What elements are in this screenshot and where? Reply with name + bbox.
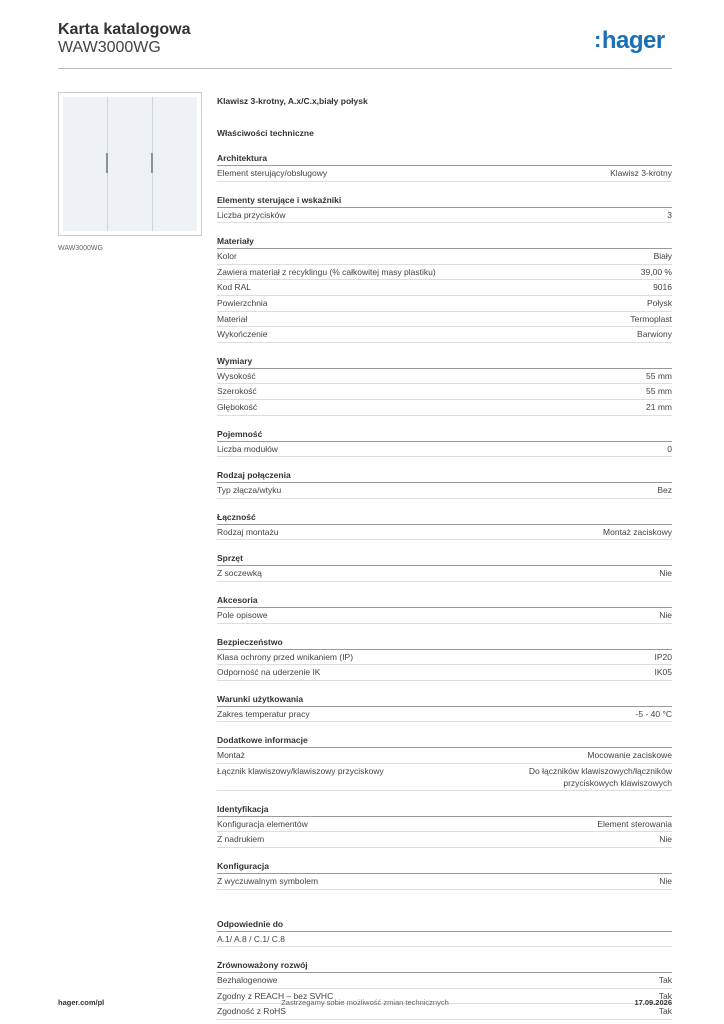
row-label: Wysokość — [217, 370, 256, 381]
spec-section — [217, 194, 672, 224]
table-row — [217, 265, 672, 281]
row-label: Głębokość — [217, 401, 258, 412]
row-value: Termoplast — [630, 313, 672, 324]
spec-section — [217, 734, 672, 791]
table-row — [217, 327, 672, 343]
hager-logo: :hager — [594, 27, 665, 54]
row-value: Montaż zaciskowy — [603, 526, 672, 537]
row-value: 21 mm — [646, 401, 672, 412]
table-row — [217, 748, 672, 764]
section-title: Łączność — [217, 511, 672, 525]
tech-properties-title: Właściwości techniczne — [217, 128, 314, 138]
row-label: Zgodny z REACH – bez SVHC — [217, 990, 334, 1001]
row-value: Bez — [657, 485, 672, 496]
row-value: Połysk — [646, 297, 672, 308]
row-value: Barwiony — [637, 329, 672, 340]
row-label: Liczba modułów — [217, 443, 278, 454]
product-title: Klawisz 3-krotny, A.x/C.x,biały połysk — [217, 96, 368, 106]
row-label: Kolor — [217, 251, 237, 262]
row-label: Klasa ochrony przed wnikaniem (IP) — [217, 651, 354, 662]
spec-section — [217, 860, 672, 890]
section-title: Identyfikacja — [217, 803, 672, 817]
spec-section — [217, 428, 672, 458]
section-title: Konfiguracja — [217, 860, 672, 874]
row-value: 0 — [667, 443, 672, 454]
row-value: 3 — [667, 209, 672, 220]
row-label: Liczba przycisków — [217, 209, 286, 220]
table-row — [217, 973, 672, 989]
section-title: Wymiary — [217, 355, 672, 369]
switch-cover-icon — [63, 97, 197, 231]
spec-section — [217, 511, 672, 541]
spec-section — [217, 152, 672, 182]
row-value: Biały — [653, 251, 672, 262]
table-row — [217, 707, 672, 723]
table-row — [217, 665, 672, 681]
spec-section — [217, 594, 672, 624]
row-value: IK05 — [654, 667, 672, 678]
sustainability-section — [217, 959, 672, 1020]
row-value: Tak — [658, 1006, 672, 1017]
table-row — [217, 296, 672, 312]
product-code: WAW3000WG — [58, 39, 161, 56]
row-label: Z wyczuwalnym symbolem — [217, 876, 319, 887]
spec-section — [217, 636, 672, 681]
spec-sections — [217, 152, 672, 890]
row-value: 55 mm — [646, 386, 672, 397]
row-value: IP20 — [654, 651, 672, 662]
row-label: Zgodność z RoHS — [217, 1006, 286, 1017]
product-image — [58, 92, 202, 236]
logo-dots-icon: : — [594, 27, 601, 52]
row-label: Szerokość — [217, 386, 257, 397]
row-value: Tak — [658, 990, 672, 1001]
table-row — [217, 832, 672, 848]
row-label: Powierzchnia — [217, 297, 268, 308]
section-title: Dodatkowe informacje — [217, 734, 672, 748]
row-value: Nie — [659, 876, 672, 887]
row-label: Bezhalogenowe — [217, 975, 278, 986]
table-row — [217, 764, 672, 791]
spec-content — [217, 94, 672, 1020]
row-label: Wykończenie — [217, 329, 268, 340]
row-label: Kod RAL — [217, 282, 252, 293]
table-row — [217, 566, 672, 582]
footer-date: 17.09.2026 — [634, 998, 672, 1007]
table-row — [217, 650, 672, 666]
row-value: Tak — [658, 975, 672, 986]
section-title: Akcesoria — [217, 594, 672, 608]
row-label: Montaż — [217, 750, 245, 761]
row-label: Z soczewką — [217, 568, 262, 579]
spec-section — [217, 803, 672, 848]
row-value: 55 mm — [646, 370, 672, 381]
row-label: Łącznik klawiszowy/klawiszowy przyciskowy — [217, 765, 384, 776]
section-title: Elementy sterujące i wskaźniki — [217, 194, 672, 208]
row-value: Nie — [659, 568, 672, 579]
row-value: 9016 — [653, 282, 672, 293]
footer-disclaimer: Zastrzegamy sobie możliwość zmian technicznych — [281, 998, 449, 1007]
section-title: Odpowiednie do — [217, 918, 672, 932]
table-row — [217, 874, 672, 890]
row-label: Konfiguracja elementów — [217, 818, 308, 829]
section-title: Bezpieczeństwo — [217, 636, 672, 650]
spec-section — [217, 355, 672, 416]
section-title: Zrównoważony rozwój — [217, 959, 672, 973]
header-divider — [58, 68, 672, 69]
row-value: Klawisz 3-krotny — [610, 168, 672, 178]
row-label: Z nadrukiem — [217, 834, 265, 845]
table-row — [217, 384, 672, 400]
table-row — [217, 369, 672, 385]
spec-section — [217, 235, 672, 343]
table-row — [217, 312, 672, 328]
table-row — [217, 525, 672, 541]
table-row — [217, 442, 672, 458]
row-label: Element sterujący/obsługowy — [217, 168, 328, 178]
section-title: Sprzęt — [217, 552, 672, 566]
table-row — [217, 483, 672, 499]
footer-link[interactable]: hager.com/pl — [58, 998, 105, 1007]
row-value: 39,00 % — [640, 266, 672, 277]
table-row — [217, 280, 672, 296]
section-title: Architektura — [217, 152, 672, 166]
row-value: Element sterowania — [597, 818, 672, 829]
page-title: Karta katalogowa — [58, 21, 191, 38]
row-label: Typ złącza/wtyku — [217, 485, 282, 496]
section-title: Pojemność — [217, 428, 672, 442]
table-row — [217, 249, 672, 265]
suitable-section — [217, 918, 672, 948]
row-label: Odporność na uderzenie IK — [217, 667, 321, 678]
image-caption: WAW3000WG — [58, 245, 103, 252]
section-title: Materiały — [217, 235, 672, 249]
table-row — [217, 817, 672, 833]
section-title: Rodzaj połączenia — [217, 469, 672, 483]
row-label: Rodzaj montażu — [217, 526, 279, 537]
table-row — [217, 608, 672, 624]
row-value: -5 - 40 °C — [635, 708, 672, 719]
spec-section — [217, 693, 672, 723]
spec-section — [217, 552, 672, 582]
section-title: Warunki użytkowania — [217, 693, 672, 707]
table-row — [217, 208, 672, 224]
row-label: Zawiera materiał z recyklingu (% całkowitej masy plastiku) — [217, 266, 436, 277]
row-label: Zakres temperatur pracy — [217, 708, 310, 719]
row-value: Do łączników klawiszowych/łączników przyciskowych klawiszowych — [528, 765, 672, 788]
row-label: Pole opisowe — [217, 609, 268, 620]
row-value: Nie — [659, 609, 672, 620]
table-row: A.1/ A.8 / C.1/ C.8 — [217, 932, 672, 948]
table-row — [217, 166, 672, 182]
row-value: Mocowanie zaciskowe — [587, 750, 672, 761]
row-value: Nie — [659, 834, 672, 845]
spec-section — [217, 469, 672, 499]
table-row — [217, 400, 672, 416]
row-label: Materiał — [217, 313, 248, 324]
